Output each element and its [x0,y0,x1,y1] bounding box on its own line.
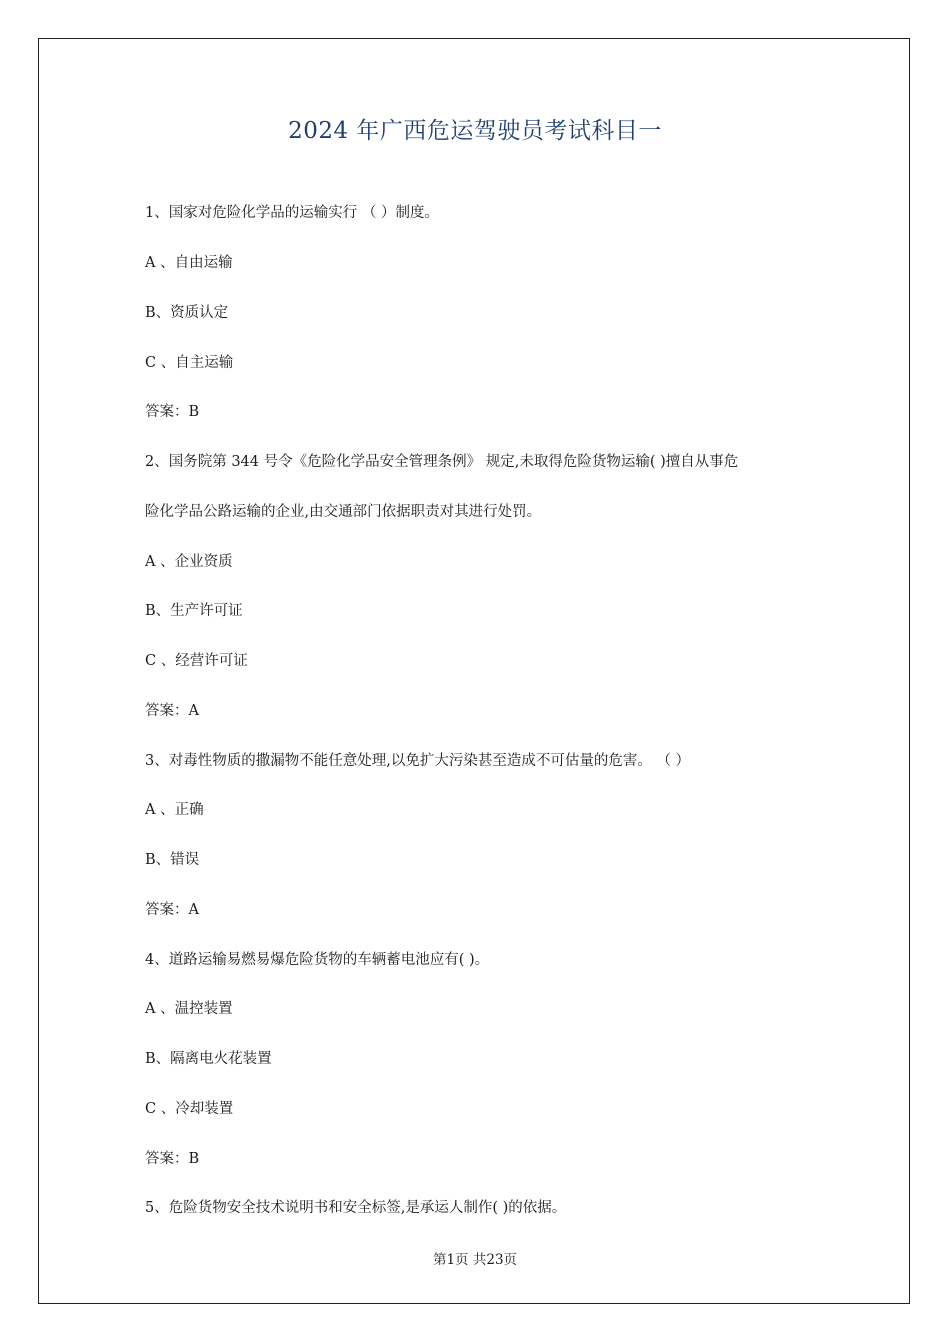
question-3-option-a: A 、正确 [145,802,204,818]
question-2-text-continued: 险化学品公路运输的企业,由交通部门依据职责对其进行处罚。 [145,504,542,520]
document-title: 2024 年广西危运驾驶员考试科目一 [288,118,662,144]
question-2-option-a: A 、企业资质 [145,554,233,570]
question-3-answer: 答案：A [145,902,199,918]
question-4-option-b: B、隔离电火花装置 [145,1051,272,1067]
question-1-option-a: A 、自由运输 [145,255,233,271]
question-2-text: 2、国务院第 344 号令《危险化学品安全管理条例》 规定,未取得危险货物运输( )擅自从事危 [145,454,739,470]
question-3-text: 3、对毒性物质的撒漏物不能任意处理,以免扩大污染甚至造成不可估量的危害。 （ ） [145,753,691,769]
question-4-text: 4、道路运输易燃易爆危险货物的车辆蓄电池应有( )。 [145,952,490,968]
question-2-option-c: C 、经营许可证 [145,653,248,669]
question-1-answer: 答案：B [145,404,200,420]
question-1-text: 1、国家对危险化学品的运输实行 （ ）制度。 [145,205,439,221]
question-3-option-b: B、错误 [145,852,200,868]
page-footer: 第1页 共23页 [432,1252,518,1268]
question-1-option-c: C 、自主运输 [145,355,234,371]
question-4-option-a: A 、温控装置 [145,1001,233,1017]
question-4-answer: 答案：B [145,1151,200,1167]
question-2-option-b: B、生产许可证 [145,603,243,619]
question-5-text: 5、危险货物安全技术说明书和安全标签,是承运人制作( )的依据。 [145,1200,567,1216]
question-1-option-b: B、资质认定 [145,305,229,321]
question-2-answer: 答案：A [145,703,199,719]
question-4-option-c: C 、冷却装置 [145,1101,234,1117]
